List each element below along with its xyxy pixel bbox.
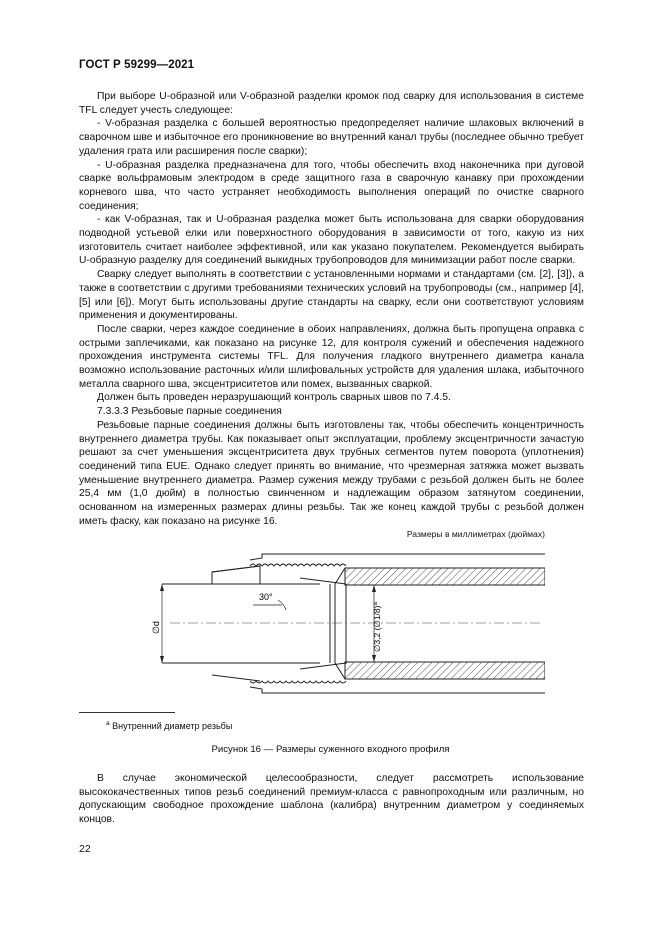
- paragraph: Должен быть проведен неразрушающий контроль сварных швов по 7.4.5.: [97, 392, 451, 404]
- paragraph: После сварки, через каждое соединение в обоих направлениях, должна быть пропущена оправка с острыми заплечиками, как показано на рисунке 12, для контроля сужений и обеспечения надежного прохождения инструмента системы TFL. Для получения гладкого внутреннего диаметра канала возможно использование расточных и/или шлифовальных устройств для удаления шлака, избыточного металла сварного шва, эксцентриситетов или помех, вызванных сваркой.: [79, 323, 584, 390]
- list-item: - U-образная разделка предназначена для того, чтобы обеспечить вход наконечника при дуговой сварке вольфрамовым электродом в среде защитного газа в сварочную канавку при прохождении корневого шва, что часто устраняет необходимость выполнения операций по очистке сварного соединения;: [79, 159, 584, 212]
- figure-caption: Рисунок 16 — Размеры суженного входного профиля: [211, 744, 450, 755]
- footnote-divider: [79, 712, 175, 713]
- footnote: $^a$ Внутренний диаметр резьбы: [106, 720, 233, 731]
- document-header: ГОСТ Р 59299—2021: [79, 59, 195, 71]
- coupling-top: [250, 554, 545, 560]
- coupling-bottom: [250, 687, 545, 693]
- dimension-label: ∅3,2 (∅1/8)$^a$: [372, 602, 382, 652]
- list-item: - V-образная разделка с большей вероятностью предопределяет наличие шлаковых включений в сварочном шве и избыточное его проникновение во внутренний канал трубы (последнее обычно требует удаления грата или расширения после сварки);: [79, 118, 585, 157]
- list-item: - как V-образная, так и U-образная разделка может быть использована для сварки оборудования подводной устьевой елки или поверхностного оборудования в зависимости от того, какую из них изготовитель считает наиболее эффективной, или как указано покупателем. Рекомендуется выбирать U-образную разделку для соединений выкидных трубопроводов для минимизации работ после сварки.: [79, 214, 584, 267]
- paragraph: Сварку следует выполнять в соответствии с установленными нормами и стандартами (см. [2], [3]), а также в соответствии с другими требованиями технических условий на трубопроводы (см., например [4], [5] или [6]). Могут быть использованы другие стандарты на сварку, если они соответствуют условиям применения и документированы.: [79, 269, 584, 322]
- page-number: 22: [79, 843, 91, 855]
- diameter-label: ∅d: [151, 621, 161, 634]
- figure-units-note: Размеры в миллиметрах (дюймах): [406, 529, 545, 539]
- section-heading: 7.3.3.3 Резьбовые парные соединения: [97, 406, 282, 418]
- paragraph: При выборе U-образной или V-образной разделки кромок под сварку для использования в системе TFL следует учесть следующее:: [79, 91, 584, 116]
- closing-text: [79, 772, 584, 827]
- paragraph: Резьбовые парные соединения должны быть изготовлены так, чтобы обеспечить концентричность внутреннего диаметра трубы. Как показывает опыт эксплуатации, проблему эксцентричности зачастую решают за счет уменьшения эксцентриситета двух трубных сегментов путем поворота (уплотнения) соединений типа EUE. Однако следует принять во внимание, что чрезмерная затяжка может вызвать уменьшение внутреннего диаметра. Размер сужения между трубами с резьбой должен быть не более 25,4 мм (1,0 дюйм) в полностью свинченном и надлежащим образом затянутом соединении, основанном на измеренных размерах длины резьбы. Так же конец каждой трубы с резьбой должен иметь фаску, как показано на рисунке 16.: [79, 419, 584, 527]
- angle-label: 30°: [259, 592, 273, 602]
- main-text: [79, 90, 584, 529]
- paragraph: В случае экономической целесообразности, следует рассмотреть использование высококачественных типов резьб соединений премиум-класса с равнопроходным или различным, но допускающим свободное прохождение шаблона (калибра) внутренним диаметром у соединяемых концов.: [79, 773, 584, 826]
- figure-16-drawing: [150, 548, 545, 698]
